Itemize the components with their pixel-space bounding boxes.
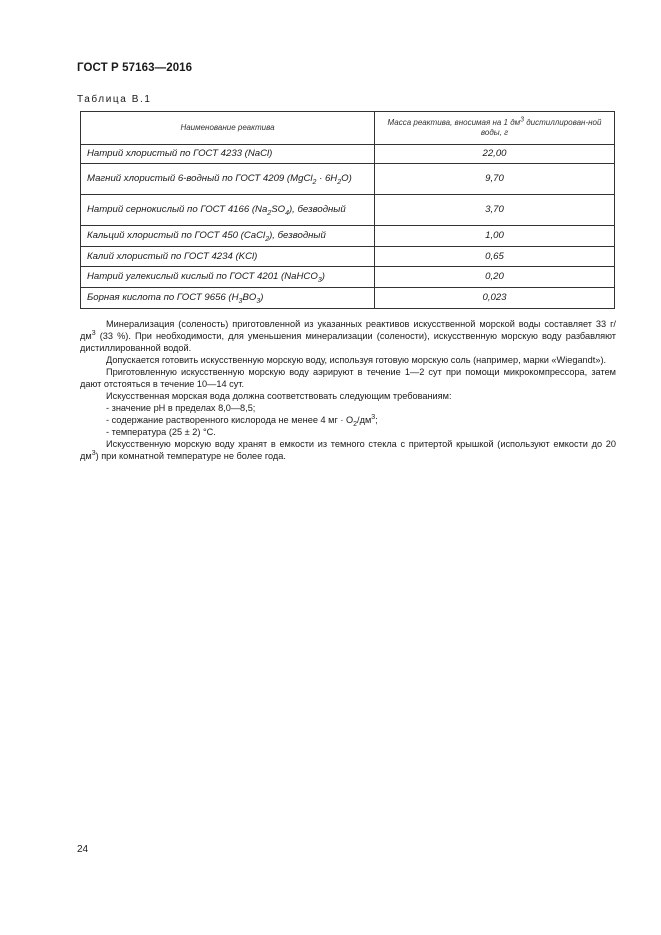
text-run: Борная кислота по ГОСТ 9656 (H [87,292,239,304]
reagent-name-cell [81,195,375,226]
subscript: 3 [256,298,261,306]
text-run: O) [341,173,352,185]
reagent-name-cell [81,247,375,267]
subscript: 3 [317,277,322,285]
subscript: 4 [285,210,289,218]
reagent-name-cell [81,226,375,247]
reagent-mass-cell: 22,00 [375,145,615,164]
text-run: ; [375,415,378,425]
superscript: 3 [371,413,376,421]
reagent-name-cell [81,145,375,164]
text-run: Искусственная морская вода должна соответствовать следующим требованиям: [106,391,452,401]
reagent-name-cell [81,288,375,309]
reagent-mass-cell: 9,70 [375,164,615,195]
column-header-mass-text-end: дистиллирован-ной воды, г [480,117,602,137]
text-run: · 6H [316,173,338,185]
superscript: 3 [91,449,96,457]
text-run: - температура (25 ± 2) °С. [106,427,216,437]
requirement-list-item [80,414,616,426]
text-run: SO [271,204,286,216]
paragraph [80,390,616,402]
table-row [81,288,615,309]
text-run: Натрий углекислый кислый по ГОСТ 4201 (NaHCO [87,271,318,283]
text-run: ) [260,292,264,304]
text-run: ), безводный [288,204,346,216]
superscript: 3 [91,329,96,337]
text-run: (33 %). При необходимости, для уменьшения минерализации (солености), искусственную морскую воду разбавляют дистиллированной водой. [80,331,616,353]
requirement-list-item [80,402,616,414]
column-header-mass [375,112,615,145]
paragraph [80,366,616,390]
text-run: ) [321,271,325,283]
text-run: Натрий сернокислый по ГОСТ 4166 (Na [87,204,268,216]
document-header [77,62,192,74]
reagent-mass-cell: 0,023 [375,288,615,309]
column-header-mass-exponent: 3 [520,115,525,123]
table-header-row [81,112,615,145]
subscript: 2 [337,179,342,187]
reagent-name-cell [81,164,375,195]
column-header-reagent-name: Наименование реактива [81,112,375,145]
table-row [81,226,615,247]
table-row [81,267,615,288]
text-run: - содержание растворенного кислорода не менее 4 мг · O [106,415,354,425]
text-run: Калий хлористый по ГОСТ 4234 (KCl) [87,250,258,262]
reagent-mass-cell: 0,65 [375,247,615,267]
reagent-name-cell [81,267,375,288]
reagent-mass-cell: 0,20 [375,267,615,288]
text-run: Приготовленную искусственную морскую воду аэрируют в течение 1—2 сут при помощи микрокомпрессора, затем дают отстояться в течение 10—14 сут. [80,367,616,389]
text-run: ) при комнатной температуре не более года. [95,451,286,461]
text-run: Натрий хлористый по ГОСТ 4233 (NaCl) [87,148,273,160]
column-header-mass-text: Масса реактива, вносимая на 1 дм [387,117,521,127]
text-run: Минерализация (соленость) приготовленной из указанных реактивов искусственной морской воды составляет 33 г/дм [80,319,616,341]
paragraph [80,354,616,366]
reagents-table [80,111,615,309]
standard-code: ГОСТ Р 57163—2016 [77,62,193,74]
paragraph [80,318,616,354]
text-run: Кальций хлористый по ГОСТ 450 (CaCl [87,230,266,242]
table-row [81,247,615,267]
subscript: 2 [353,420,358,428]
paragraph [80,438,616,462]
requirement-list-item [80,426,616,438]
subscript: 3 [238,298,243,306]
table-row [81,195,615,226]
reagent-mass-cell: 1,00 [375,226,615,247]
page-number: 24 [77,844,89,855]
subscript: 2 [265,236,270,244]
subscript: 2 [267,210,272,218]
text-run: ), безводный [269,230,326,242]
text-run: Искусственную морскую воду хранят в емкости из темного стекла с притертой крышкой (используют емкости до 20 дм [80,439,616,461]
body-text [80,318,616,462]
text-run: BO [242,292,257,304]
subscript: 2 [312,179,317,187]
table-row [81,164,615,195]
text-run: Допускается готовить искусственную морскую воду, используя готовую морскую соль (например, марки «Wiegandt»). [106,355,607,365]
table-caption: Таблица В.1 [77,94,152,105]
table-row [81,145,615,164]
text-run: Магний хлористый 6-водный по ГОСТ 4209 (MgCl [87,173,313,185]
text-run: - значение pH в пределах 8,0—8,5; [106,403,256,413]
text-run: /дм [357,415,372,425]
reagent-mass-cell: 3,70 [375,195,615,226]
